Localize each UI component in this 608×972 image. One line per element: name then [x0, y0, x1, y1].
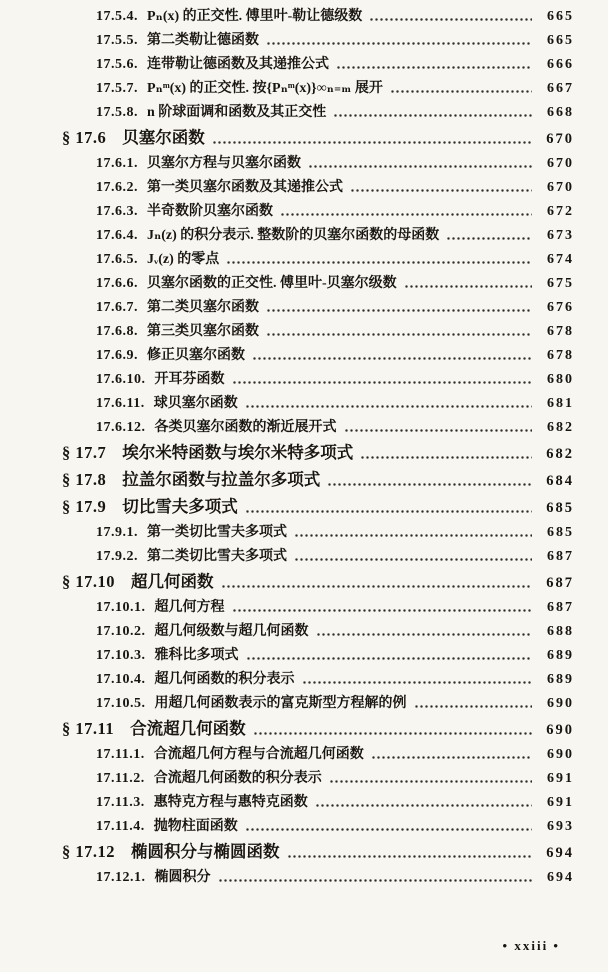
entry-number: 17.6.3. — [96, 204, 138, 219]
entry-number: 17.6.12. — [96, 420, 146, 435]
entry-title: 合流超几何函数的积分表示 — [153, 771, 322, 786]
toc-entry — [96, 524, 574, 542]
entry-number: 17.5.4. — [96, 9, 138, 24]
entry-title: 修正贝塞尔函数 — [147, 348, 245, 363]
toc-entry — [96, 155, 574, 173]
dot-leader — [266, 299, 532, 317]
dot-leader — [245, 395, 532, 413]
entry-title: n 阶球面调和函数及其正交性 — [147, 105, 327, 120]
entry-number: 17.9.2. — [96, 549, 138, 564]
entry-number: 17.6.4. — [96, 228, 138, 243]
toc-entry — [62, 128, 574, 149]
toc-entry — [96, 623, 574, 641]
entry-page-number: 670 — [547, 180, 574, 195]
toc-entry — [96, 371, 574, 389]
toc-entry — [96, 8, 574, 26]
entry-title: 第二类贝塞尔函数 — [147, 300, 259, 315]
entry-number: 17.9.1. — [96, 525, 138, 540]
entry-page-number: 684 — [546, 473, 574, 489]
toc-list — [62, 8, 574, 887]
entry-page-number: 691 — [547, 771, 574, 786]
toc-entry — [96, 299, 574, 317]
entry-title: 第三类贝塞尔函数 — [147, 324, 259, 339]
dot-leader — [246, 647, 533, 665]
entry-number: 17.12.1. — [96, 870, 146, 885]
dot-leader — [390, 80, 532, 98]
dot-leader — [333, 104, 532, 122]
toc-entry — [96, 794, 574, 812]
toc-entry — [96, 80, 574, 98]
entry-title: 第一类切比雪夫多项式 — [147, 525, 287, 540]
entry-number: 17.11.3. — [96, 795, 145, 810]
dot-leader — [360, 443, 532, 464]
entry-page-number: 665 — [547, 33, 574, 48]
entry-page-number: 690 — [547, 696, 574, 711]
entry-number: 17.6.9. — [96, 348, 138, 363]
dot-leader — [252, 347, 532, 365]
entry-number: § 17.8 — [62, 470, 107, 489]
toc-entry — [96, 227, 574, 245]
entry-title: 贝塞尔方程与贝塞尔函数 — [147, 156, 301, 171]
entry-title: Jₙ(z) 的积分表示. 整数阶的贝塞尔函数的母函数 — [147, 228, 440, 243]
toc-entry — [62, 842, 574, 863]
entry-page-number: 674 — [547, 252, 574, 267]
dot-leader — [232, 599, 533, 617]
entry-page-number: 670 — [546, 131, 574, 147]
toc-entry — [96, 746, 574, 764]
toc-entry — [96, 275, 574, 293]
entry-page-number: 675 — [547, 276, 574, 291]
entry-number: 17.10.2. — [96, 624, 146, 639]
dot-leader — [329, 770, 532, 788]
entry-page-number: 688 — [547, 624, 574, 639]
dot-leader — [371, 746, 532, 764]
toc-entry — [96, 323, 574, 341]
dot-leader — [369, 8, 532, 26]
toc-entry — [96, 56, 574, 74]
entry-title: Pₙ(x) 的正交性. 傅里叶-勒让德级数 — [147, 9, 363, 24]
entry-title: 用超几何函数表示的富克斯型方程解的例 — [154, 696, 407, 711]
entry-title: 椭圆积分与椭圆函数 — [131, 842, 280, 861]
entry-page-number: 680 — [547, 372, 574, 387]
entry-number: 17.6.11. — [96, 396, 145, 411]
entry-page-number: 672 — [547, 204, 574, 219]
entry-page-number: 690 — [547, 747, 574, 762]
entry-page-number: 666 — [547, 57, 574, 72]
entry-page-number: 687 — [546, 575, 574, 591]
entry-number: 17.6.1. — [96, 156, 138, 171]
toc-entry — [96, 647, 574, 665]
entry-title: 第一类贝塞尔函数及其递推公式 — [147, 180, 343, 195]
entry-number: 17.10.1. — [96, 600, 146, 615]
entry-title: 抛物柱面函数 — [153, 819, 238, 834]
dot-leader — [280, 203, 532, 221]
toc-entry — [62, 470, 574, 491]
toc-entry — [96, 869, 574, 887]
dot-leader — [212, 128, 532, 149]
entry-title: 开耳芬函数 — [154, 372, 225, 387]
entry-number: 17.11.1. — [96, 747, 145, 762]
entry-number: 17.6.2. — [96, 180, 138, 195]
dot-leader — [315, 794, 532, 812]
dot-leader — [308, 155, 532, 173]
entry-title: 贝塞尔函数的正交性. 傅里叶-贝塞尔级数 — [147, 276, 397, 291]
toc-entry — [62, 497, 574, 518]
entry-number: § 17.10 — [62, 572, 115, 591]
entry-page-number: 681 — [547, 396, 574, 411]
entry-number: 17.5.8. — [96, 105, 138, 120]
entry-title: 超几何方程 — [154, 600, 225, 615]
entry-title: 各类贝塞尔函数的渐近展开式 — [154, 420, 337, 435]
entry-title: 椭圆积分 — [154, 870, 211, 885]
entry-number: 17.5.5. — [96, 33, 138, 48]
dot-leader — [245, 497, 532, 518]
entry-title: 第二类切比雪夫多项式 — [147, 549, 287, 564]
dot-leader — [294, 524, 532, 542]
entry-number: § 17.9 — [62, 497, 107, 516]
dot-leader — [414, 695, 533, 713]
dot-leader — [404, 275, 532, 293]
entry-number: 17.11.2. — [96, 771, 145, 786]
entry-title: 超几何函数的积分表示 — [154, 672, 295, 687]
entry-title: 切比雪夫多项式 — [122, 497, 238, 516]
entry-page-number: 665 — [547, 9, 574, 24]
dot-leader — [294, 548, 532, 566]
entry-number: 17.6.6. — [96, 276, 138, 291]
entry-title: 合流超几何函数 — [130, 719, 246, 738]
dot-leader — [245, 818, 532, 836]
entry-page-number: 670 — [547, 156, 574, 171]
entry-page-number: 678 — [547, 324, 574, 339]
entry-page-number: 694 — [546, 845, 574, 861]
toc-entry — [62, 572, 574, 593]
entry-page-number: 687 — [547, 549, 574, 564]
dot-leader — [253, 719, 532, 740]
entry-number: 17.10.4. — [96, 672, 146, 687]
entry-title: 球贝塞尔函数 — [153, 396, 238, 411]
entry-title: 合流超几何方程与合流超几何函数 — [153, 747, 364, 762]
entry-title: 连带勒让德函数及其递推公式 — [147, 57, 329, 72]
entry-title: 贝塞尔函数 — [122, 128, 205, 147]
entry-number: 17.6.10. — [96, 372, 146, 387]
dot-leader — [266, 32, 532, 50]
toc-entry — [96, 770, 574, 788]
entry-page-number: 689 — [547, 672, 574, 687]
entry-number: 17.10.5. — [96, 696, 146, 711]
dot-leader — [350, 179, 532, 197]
entry-page-number: 691 — [547, 795, 574, 810]
entry-page-number: 685 — [546, 500, 574, 516]
dot-leader — [226, 251, 532, 269]
dot-leader — [218, 869, 533, 887]
entry-number: 17.6.8. — [96, 324, 138, 339]
dot-leader — [221, 572, 533, 593]
entry-title: 第二类勒让德函数 — [147, 33, 259, 48]
page-number-footer: • xxiii • — [502, 938, 560, 953]
entry-page-number: 682 — [547, 420, 574, 435]
toc-entry — [96, 179, 574, 197]
entry-page-number: 693 — [547, 819, 574, 834]
toc-entry — [96, 251, 574, 269]
toc-entry — [96, 203, 574, 221]
entry-page-number: 676 — [547, 300, 574, 315]
entry-page-number: 668 — [547, 105, 574, 120]
dot-leader — [302, 671, 533, 689]
dot-leader — [316, 623, 533, 641]
toc-entry — [96, 104, 574, 122]
toc-entry — [96, 419, 574, 437]
toc-entry — [96, 695, 574, 713]
toc-entry — [96, 548, 574, 566]
toc-entry — [96, 671, 574, 689]
toc-entry — [96, 32, 574, 50]
entry-title: 半奇数阶贝塞尔函数 — [147, 204, 273, 219]
entry-page-number: 685 — [547, 525, 574, 540]
entry-page-number: 673 — [547, 228, 574, 243]
entry-page-number: 689 — [547, 648, 574, 663]
toc-entry — [96, 395, 574, 413]
entry-page-number: 682 — [546, 446, 574, 462]
entry-number: 17.5.7. — [96, 81, 138, 96]
entry-number: 17.6.7. — [96, 300, 138, 315]
entry-number: 17.6.5. — [96, 252, 138, 267]
entry-title: 超几何函数 — [131, 572, 214, 591]
entry-number: § 17.11 — [62, 719, 115, 738]
entry-number: § 17.6 — [62, 128, 107, 147]
entry-title: 拉盖尔函数与拉盖尔多项式 — [122, 470, 321, 489]
toc-entry — [62, 443, 574, 464]
dot-leader — [232, 371, 533, 389]
entry-page-number: 687 — [547, 600, 574, 615]
entry-title: Jᵥ(z) 的零点 — [147, 252, 220, 267]
entry-number: 17.10.3. — [96, 648, 146, 663]
toc-entry — [96, 599, 574, 617]
entry-number: 17.5.6. — [96, 57, 138, 72]
entry-page-number: 694 — [547, 870, 574, 885]
dot-leader — [327, 470, 532, 491]
entry-title: 雅科比多项式 — [154, 648, 239, 663]
entry-page-number: 667 — [547, 81, 574, 96]
dot-leader — [336, 56, 532, 74]
entry-title: 埃尔米特函数与埃尔米特多项式 — [122, 443, 354, 462]
entry-title: 超几何级数与超几何函数 — [154, 624, 309, 639]
entry-title: Pₙᵐ(x) 的正交性. 按{Pₙᵐ(x)}∞ₙ₌ₘ 展开 — [147, 81, 383, 96]
toc-entry — [96, 347, 574, 365]
toc-entry — [96, 818, 574, 836]
dot-leader — [446, 227, 532, 245]
entry-number: § 17.7 — [62, 443, 107, 462]
entry-page-number: 678 — [547, 348, 574, 363]
entry-number: § 17.12 — [62, 842, 115, 861]
dot-leader — [287, 842, 533, 863]
entry-number: 17.11.4. — [96, 819, 145, 834]
dot-leader — [344, 419, 533, 437]
entry-title: 惠特克方程与惠特克函数 — [153, 795, 308, 810]
toc-entry — [62, 719, 574, 740]
dot-leader — [266, 323, 532, 341]
entry-page-number: 690 — [546, 722, 574, 738]
